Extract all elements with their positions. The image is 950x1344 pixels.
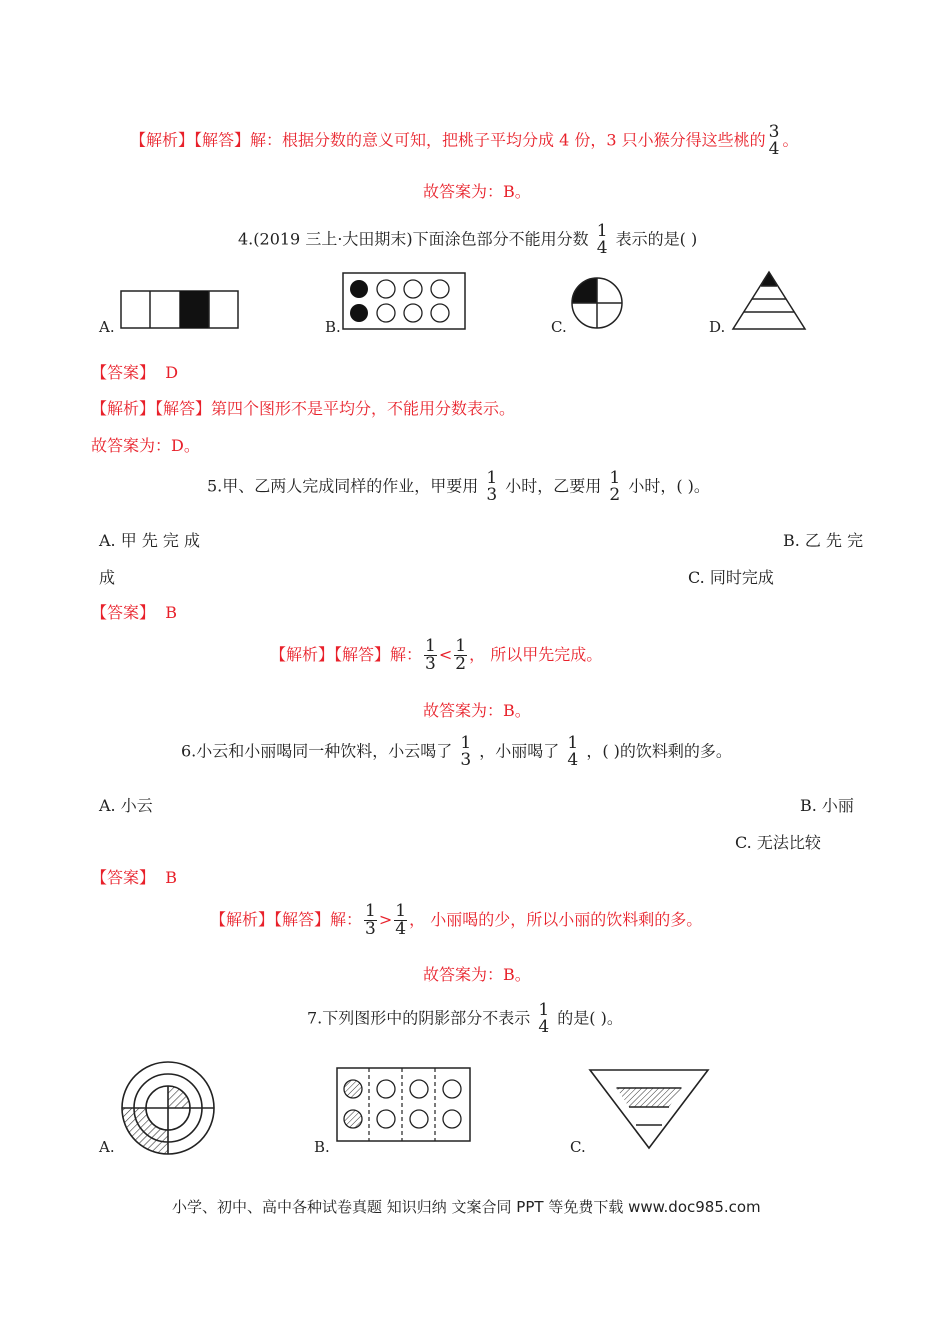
- q4-result: 故答案为：D。: [91, 436, 200, 455]
- answer-tag: 【答案】: [91, 363, 156, 382]
- fraction: 1 4: [538, 1000, 550, 1037]
- q5-stem: 5.甲、乙两人完成同样的作业，甲要用 1 3 小时，乙要用 1 2 小时，( )。: [207, 468, 710, 505]
- fraction: 1 2: [609, 468, 621, 505]
- q4-answer: D: [165, 363, 179, 382]
- fraction: $\frac{1}{3}$: [365, 901, 376, 939]
- q4-option-c[interactable]: C.: [551, 318, 567, 336]
- q4-figure-d: [731, 270, 807, 332]
- q4-option-a[interactable]: A.: [99, 318, 115, 336]
- explain-tag: 【解析】: [130, 130, 195, 150]
- fraction: 1 3: [486, 468, 498, 505]
- q4-answer-line: [91, 360, 178, 383]
- q5-option-b[interactable]: B. 乙 先 完: [783, 531, 864, 550]
- page-footer: 小学、初中、高中各种试卷真题 知识归纳 文案合同 PPT 等免费下载 www.doc985.com: [172, 1198, 761, 1216]
- fraction: 1 4: [596, 221, 608, 258]
- q4-option-b[interactable]: B.: [325, 318, 341, 336]
- q4-option-d[interactable]: D.: [709, 318, 726, 336]
- q6-result: 故答案为：B。: [423, 965, 531, 984]
- answer-tag: 【解答】: [194, 130, 251, 150]
- q6-stem: 6.小云和小丽喝同一种饮料，小云喝了 1 3 ，小丽喝了 1 4 ，( )的饮料剩的多。: [181, 733, 732, 770]
- answer-tag: 【答案】: [91, 868, 156, 887]
- q6-answer-line: [91, 865, 177, 888]
- fraction: 1 4: [567, 733, 579, 770]
- q3-explain-line: 【解析】【解答】解：根据分数的意义可知，把桃子平均分成 4 份，3 只小猴分得这些桃的 3 4 。: [130, 122, 799, 159]
- q6-option-a[interactable]: A. 小云: [99, 796, 153, 815]
- q5-answer-line: [91, 600, 177, 623]
- q3-explain-text: 解：根据分数的意义可知，把桃子平均分成 4 份，3 只小猴分得这些桃的: [250, 130, 766, 150]
- fraction: 1 3: [460, 733, 472, 770]
- q6-option-c[interactable]: C. 无法比较: [735, 833, 821, 852]
- answer-tag: 【答案】: [91, 603, 156, 622]
- q6-explain-line: 【解析】【解答】解： $\frac{1}{3}$ > $\frac{1}{4}$ ， 小丽喝的少，所以小丽的饮料剩的多。: [210, 901, 703, 939]
- q7-figure-b: [336, 1067, 472, 1143]
- q7-option-b[interactable]: B.: [314, 1138, 330, 1156]
- q3-result: 故答案为：B。: [423, 182, 531, 201]
- q7-option-a[interactable]: A.: [99, 1138, 115, 1156]
- q4-figure-b: [342, 272, 467, 332]
- q7-stem: 7.下列图形中的阴影部分不表示 1 4 的是( )。: [307, 1000, 623, 1037]
- q4-stem: 4.(2019 三上·大田期末)下面涂色部分不能用分数 1 4 表示的是( ): [238, 221, 698, 258]
- q5-option-a[interactable]: A. 甲 先 完 成: [99, 531, 200, 550]
- q4-explain-line: 【解析】【解答】第四个图形不是平均分，不能用分数表示。: [91, 399, 516, 418]
- q5-explain-line: 【解析】【解答】解： $\frac{1}{3}$ < $\frac{1}{2}$ ， 所以甲先完成。: [270, 636, 603, 674]
- fraction: $\frac{1}{4}$: [395, 901, 407, 939]
- q7-option-c[interactable]: C.: [570, 1138, 586, 1156]
- fraction: $\frac{1}{3}$: [425, 636, 436, 674]
- q6-option-b[interactable]: B. 小丽: [800, 796, 854, 815]
- q4-figure-a: [120, 290, 240, 330]
- q5-option-b-cont[interactable]: 成: [99, 568, 116, 587]
- q5-option-c[interactable]: C. 同时完成: [688, 568, 774, 587]
- q4-figure-c: [570, 276, 626, 332]
- q5-answer: B: [165, 603, 177, 622]
- fraction: $\frac{1}{2}$: [455, 636, 467, 674]
- q7-figure-a: [118, 1058, 218, 1158]
- q5-result: 故答案为：B。: [423, 701, 531, 720]
- q6-answer: B: [165, 868, 177, 887]
- q7-figure-c: [588, 1068, 712, 1152]
- fraction: 3 4: [768, 122, 780, 159]
